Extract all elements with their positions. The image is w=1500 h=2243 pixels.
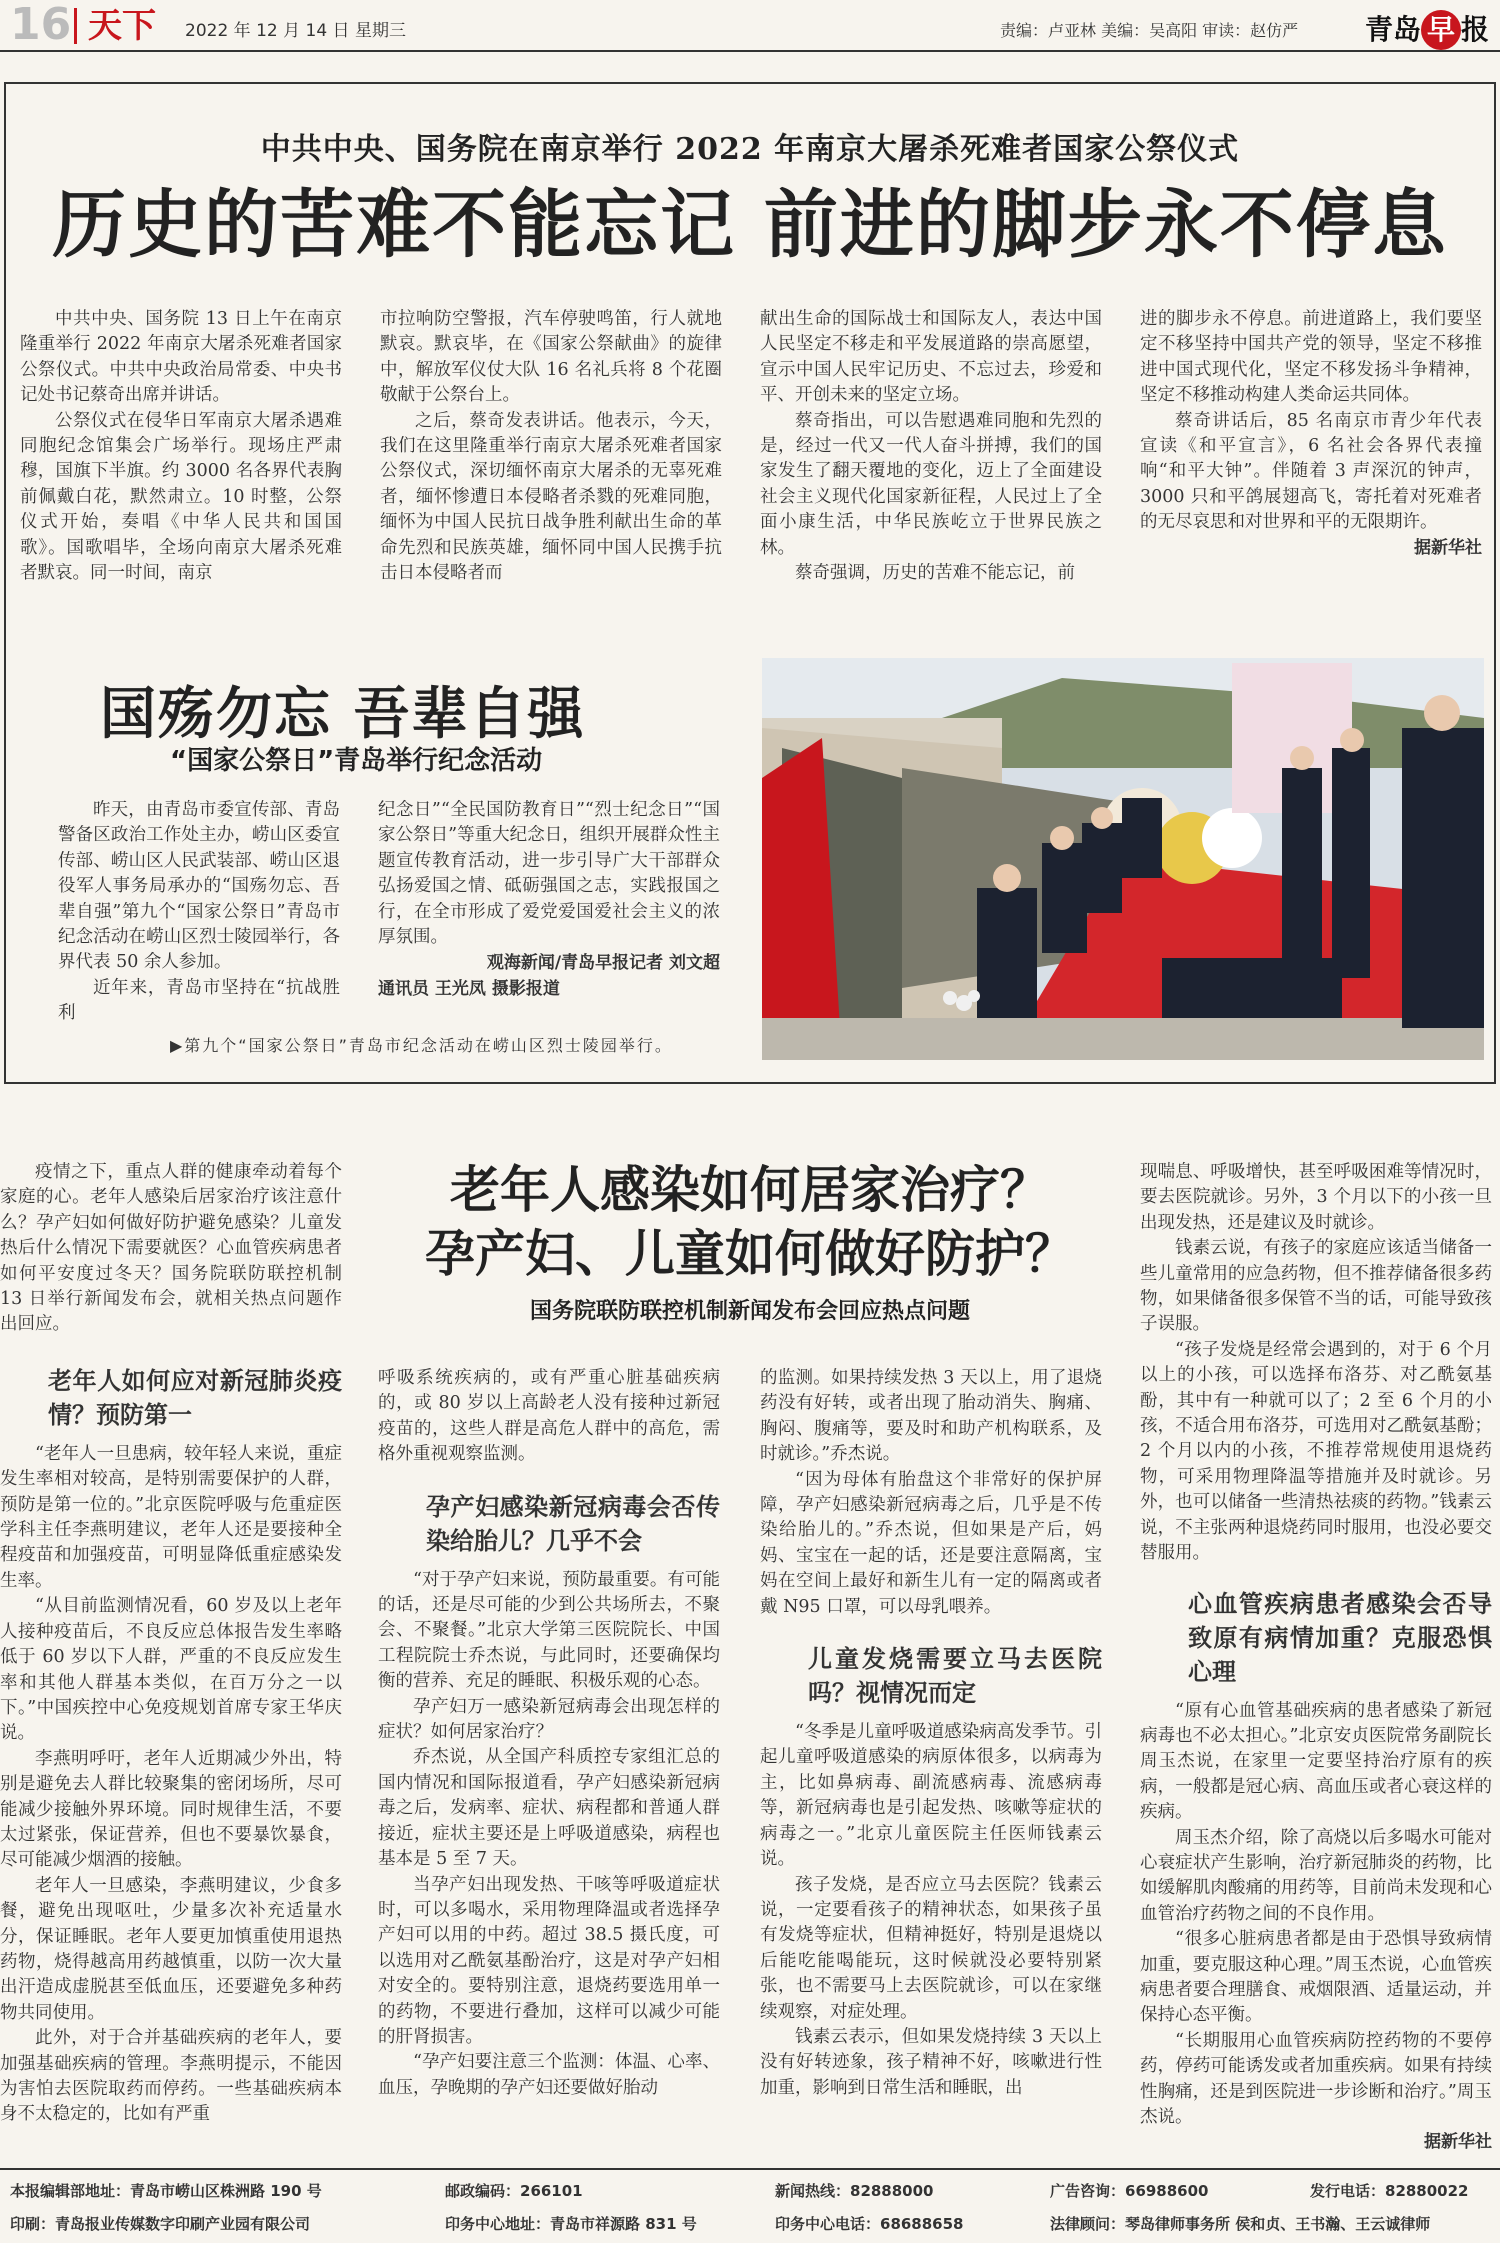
photo-caption: ▶第九个“国家公祭日”青岛市纪念活动在崂山区烈士陵园举行。 — [170, 1036, 673, 1055]
lower-col-2: 呼吸系统疾病的，或有严重心脏基础疾病的，或 80 岁以上高龄老人没有接种过新冠疫苗的，这些人群是高危人群中的高危，需格外重视观察监测。 孕产妇感染新冠病毒会否传染给胎儿？几乎不会 “对于孕产妇来说，预防最重要。有可能的话，还是尽可能的少到公共场所去，不聚会、不聚餐。”北京大学第三医院院长、中国工程院院士乔杰说，与此同时，还要确保均衡的营养、充足的睡眠、积极乐观的心态。 孕产妇万一感染新冠病毒会出现怎样的症状？如何居家治疗？ 乔杰说，从全国产科质控专家组汇总的国内情况和国际报道看，孕产妇感染新冠病毒之后，发病率、症状、病程都和普通人群接近，症状主要还是上呼吸道感染，病程也基本是 5 至 7 天。 当孕产妇出现发热、干咳等呼吸道症状时，可以多喝水，采用物理降温或者选择孕产妇可以用的中药。超过 38.5 摄氏度，可以选用对乙酰氨基酚治疗，这是对孕产妇相对安全的。要特别注意，退烧药要选用单一的药物，不要进行叠加，这样可以减少可能的肝肾损害。 “孕产妇要注意三个监测：体温、心率、血压，孕晚期的孕产妇还要做好胎动 — [378, 1368, 720, 2098]
lower-col-1: 疫情之下，重点人群的健康牵动着每个家庭的心。老年人感染后居家治疗该注意什么？孕产妇如何做好防护避免感染？儿童发热后什么情况下需要就医？心血管疾病患者如何平安度过冬天？国务院联防联控机制 13 日举行新闻发布会，就相关热点问题作出回应。 老年人如何应对新冠肺炎疫情？预防第一 “老年人一旦患病，较年轻人来说，重症发生率相对较高，是特别需要保护的人群，预防是第一位的。”北京医院呼吸与危重症医学科主任李燕明建议，老年人还是要接种全程疫苗和加强疫苗，可明显降低重症感染发生率。 “从目前监测情况看，60 岁及以上老年人接种疫苗后，不良反应总体报告发生率略低于 60 岁以下人群，严重的不良反应发生率和其他人群基本类似，在百万分之一以下。”中国疾控中心免疫规划首席专家王华庆说。 李燕明呼吁，老年人近期减少外出，特别是避免去人群比较聚集的密闭场所，尽可能减少接触外界环境。同时规律生活，不要太过紧张，保证营养，但也不要暴饮暴食，尽可能减少烟酒的接触。 老年人一旦感染，李燕明建议，少食多餐，避免出现呕吐，少量多次补充适量水分，保证睡眠。老年人要更加慎重使用退热药物，烧得越高用药越慎重，以防一次大量出汗造成虚脱甚至低血压，还要避免多种药物共同使用。 此外，对于合并基础疾病的老年人，要加强基础疾病的管理。李燕明提示，不能因为害怕去医院取药而停药。一些基础疾病本身不太稳定的，比如有严重 — [0, 1162, 342, 2125]
footer-print-address: 印务中心地址：青岛市祥源路 831 号 — [445, 2215, 697, 2233]
newspaper-logo: 青岛 早 报 — [1365, 8, 1489, 50]
footer-printer: 印刷：青岛报业传媒数字印刷产业园有限公司 — [10, 2215, 311, 2233]
top-story-headline: 历史的苦难不能忘记 前进的脚步永不停息 — [52, 182, 1448, 268]
second-story-byline-photo: 通讯员 王光凤 摄影报道 — [378, 979, 560, 1000]
footer-postcode: 邮政编码：266101 — [445, 2182, 583, 2200]
footer-rule — [0, 2168, 1500, 2170]
section-title-cardiovascular: 心血管疾病患者感染会否导致原有病情加重？克服恐惧心理 — [1188, 1589, 1492, 1686]
top-story-col-1: 中共中央、国务院 13 日上午在南京隆重举行 2022 年南京大屠杀死难者国家公祭仪式。中共中央政治局常委、中央书记处书记蔡奇出席并讲话。 公祭仪式在侵华日军南京大屠杀遇难同胞纪念馆集会广场举行。现场庄严肃穆，国旗下半旗。约 3000 名各界代表胸前佩戴白花，默然肃立。10 时整，公祭仪式开始，奏唱《中华人民共和国国歌》。国歌唱毕，全场向南京大屠杀死难者默哀。同一时间，南京 — [20, 309, 342, 584]
lower-col-4: 现喘息、呼吸增快，甚至呼吸困难等情况时，要去医院就诊。另外，3 个月以下的小孩一旦出现发热，还是建议及时就诊。 钱素云说，有孩子的家庭应该适当储备一些儿童常用的应急药物，但不推荐储备很多药物，如果储备很多保管不当的话，可能导致孩子误服。 “孩子发烧是经常会遇到的，对于 6 个月以上的小孩，可以选择布洛芬、对乙酰氨基酚，其中有一种就可以了；2 至 6 个月的小孩，不适合用布洛芬，可选用对乙酰氨基酚；2 个月以内的小孩，不推荐常规使用退烧药物，可采用物理降温等措施并及时就诊。另外，也可以储备一些清热祛痰的药物。”钱素云说，不主张两种退烧药同时服用，也没必要交替服用。 心血管疾病患者感染会否导致原有病情加重？克服恐惧心理 “原有心血管基础疾病的患者感染了新冠病毒也不必太担心。”北京安贞医院常务副院长周玉杰说，在家里一定要坚持治疗原有的疾病，一般都是冠心病、高血压或者心衰这样的疾病。 周玉杰介绍，除了高烧以后多喝水可能对心衰症状产生影响，治疗新冠肺炎的药物，比如缓解肌肉酸痛的用药等，目前尚未发现和心血管治疗药物之间的不良作用。 “很多心脏病患者都是由于恐惧导致病情加重，要克服这种心理。”周玉杰说，心血管疾病患者要合理膳食、戒烟限酒、适量运动，并保持心态平衡。 “长期服用心血管疾病防控药物的不要停药，停药可能诱发或者加重疾病。如果有持续性胸痛，还是到医院进一步诊断和治疗。”周玉杰说。 据新华社 — [1140, 1160, 1492, 2156]
second-story-byline-reporter: 观海新闻/青岛早报记者 刘文超 — [486, 953, 720, 974]
top-story-col-3: 献出生命的国际战士和国际友人，表达中国人民坚定不移走和平发展道路的崇高愿望，宣示中国人民牢记历史、不忘过去，珍爱和平、开创未来的坚定立场。 蔡奇指出，可以告慰遇难同胞和先烈的是，经过一代又一代人奋斗拼搏，我们的国家发生了翻天覆地的变化，迈上了全面建设社会主义现代化国家新征程，人民过上了全面小康生活，中华民族屹立于世界民族之林。 蔡奇强调，历史的苦难不能忘记，前 — [760, 309, 1102, 584]
lower-story-credit: 据新华社 — [1424, 2132, 1492, 2153]
lower-story-subhead: 国务院联防联控机制新闻发布会回应热点问题 — [529, 1299, 970, 1324]
footer-distribution: 发行电话：82880022 — [1310, 2182, 1469, 2200]
second-story-col-2: 纪念日”“全民国防教育日”“烈士纪念日”“国家公祭日”等重大纪念日，组织开展群众性主题宣传教育活动，进一步引导广大干部群众弘扬爱国之情、砥砺强国之志，实践报国之行，在全市形成了爱党爱国爱社会主义的浓厚氛围。 观海新闻/青岛早报记者 刘文超 通讯员 王光凤 摄影报道 — [378, 798, 720, 1002]
footer-print-phone: 印务中心电话：68688658 — [775, 2215, 964, 2233]
section-name: 天下 — [88, 6, 156, 46]
section-title-children: 儿童发烧需要立马去医院吗？视情况而定 — [808, 1645, 1102, 1708]
memorial-ceremony-photo — [762, 658, 1484, 1060]
second-story-subhead: “国家公祭日”青岛举行纪念活动 — [170, 746, 543, 776]
editor-credits: 责编：卢亚林 美编：吴高阳 审读：赵仿严 — [1000, 21, 1299, 40]
second-story-col-1: 昨天，由青岛市委宣传部、青岛警备区政治工作处主办，崂山区委宣传部、崂山区人民武装部、崂山区退役军人事务局承办的“国殇勿忘、吾辈自强”第九个“国家公祭日”青岛市纪念活动在崂山区烈士陵园举行，各界代表 50 余人参加。 近年来，青岛市坚持在“抗战胜利 — [58, 800, 340, 1024]
top-story-kicker: 中共中央、国务院在南京举行 2022 年南京大屠杀死难者国家公祭仪式 — [260, 132, 1240, 167]
lower-col-3: 的监测。如果持续发热 3 天以上，用了退烧药没有好转，或者出现了胎动消失、胸痛、胸闷、腹痛等，要及时和助产机构联系，及时就诊。”乔杰说。 “因为母体有胎盘这个非常好的保护屏障，孕产妇感染新冠病毒之后，几乎是不传染给胎儿的。”乔杰说，但如果是产后，妈妈、宝宝在一起的话，还是要注意隔离，宝妈在空间上最好和新生儿有一定的隔离或者戴 N95 口罩，可以母乳喂养。 儿童发烧需要立马去医院吗？视情况而定 “冬季是儿童呼吸道感染病高发季节。引起儿童呼吸道感染的病原体很多，以病毒为主，比如鼻病毒、副流感病毒、流感病毒等，新冠病毒也是引起发热、咳嗽等症状的病毒之一。”北京儿童医院主任医师钱素云说。 孩子发烧，是否应立马去医院？钱素云说，一定要看孩子的精神状态，如果孩子虽有发烧等症状，但精神挺好，特别是退烧以后能吃能喝能玩，这时候就没必要特别紧张，也不需要马上去医院就诊，可以在家继续观察，对症处理。 钱素云表示，但如果发烧持续 3 天以上没有好转迹象，孩子精神不好，咳嗽进行性加重，影响到日常生活和睡眠，出 — [760, 1368, 1102, 2098]
issue-date: 2022 年 12 月 14 日 星期三 — [185, 21, 406, 41]
footer-legal: 法律顾问：琴岛律师事务所 侯和贞、王书瀚、王云诚律师 — [1050, 2215, 1431, 2233]
section-title-elderly: 老年人如何应对新冠肺炎疫情？预防第一 — [48, 1366, 342, 1429]
section-divider — [74, 8, 77, 44]
top-story-col-2: 市拉响防空警报，汽车停驶鸣笛，行人就地默哀。默哀毕，在《国家公祭献曲》的旋律中，解放军仪仗大队 16 名礼兵将 8 个花圈敬献于公祭台上。 之后，蔡奇发表讲话。他表示，今天，我们在这里隆重举行南京大屠杀死难者国家公祭仪式，深切缅怀南京大屠杀的无辜死难者，缅怀惨遭日本侵略者杀戮的死难同胞，缅怀为中国人民抗日战争胜利献出生命的革命先烈和民族英雄，缅怀同中国人民携手抗击日本侵略者而 — [380, 309, 722, 584]
page-number: 16 — [10, 0, 72, 50]
section-title-pregnant: 孕产妇感染新冠病毒会否传染给胎儿？几乎不会 — [426, 1492, 720, 1555]
second-story-headline: 国殇勿忘 吾辈自强 — [100, 681, 586, 747]
top-story-col-4: 进的脚步永不停息。前进道路上，我们要坚定不移坚持中国共产党的领导，坚定不移推进中国式现代化，坚定不移发扬斗争精神，坚定不移推动构建人类命运共同体。 蔡奇讲话后，85 名南京市青少年代表宣读《和平宣言》，6 名社会各界代表撞响“和平大钟”。伴随着 3 声深沉的钟声，3000 只和平鸽展翅高飞，寄托着对死难者的无尽哀思和对世界和平的无限期许。 据新华社 — [1140, 307, 1482, 561]
footer-address: 本报编辑部地址：青岛市崂山区株洲路 190 号 — [10, 2182, 322, 2200]
footer-news-hotline: 新闻热线：82888000 — [775, 2182, 934, 2200]
lower-story-headline: 老年人感染如何居家治疗？ 孕产妇、儿童如何做好防护？ — [425, 1160, 1075, 1283]
footer-ad-hotline: 广告咨询：66988600 — [1050, 2182, 1209, 2200]
top-story-credit: 据新华社 — [1414, 537, 1482, 558]
